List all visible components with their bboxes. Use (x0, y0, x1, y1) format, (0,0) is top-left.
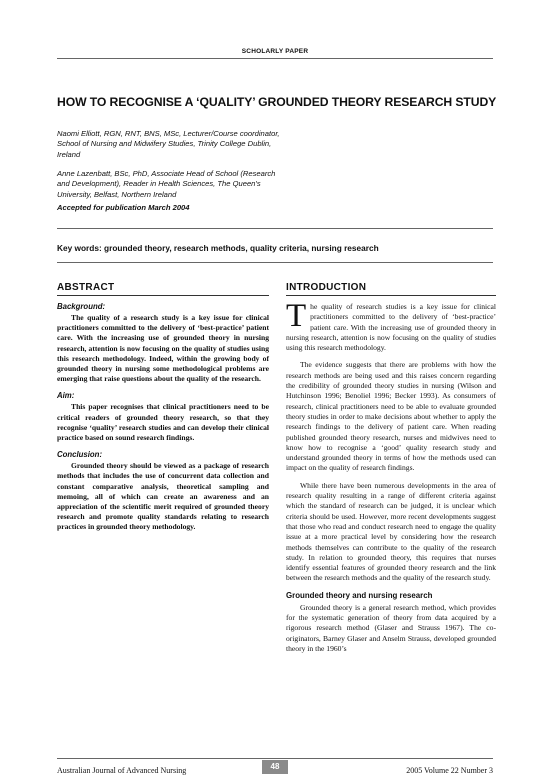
abstract-conclusion-text: Grounded theory should be viewed as a package of research methods that includes the use of concurrent data collection and constant comparative analysis, theoretical sampling and memoing, all of which can create an awareness and an appreciation of the scientific merit required of grounded theory research and promote quality standards relating to research practices in grounded theory methodology. (57, 461, 269, 532)
grounded-theory-subheading: Grounded theory and nursing research (286, 590, 433, 600)
introduction-paragraph-2: The evidence suggests that there are problems with how the research methods are being used and this raises concern regarding the credibility of grounded theory studies in nursing (Wilson and Hutchinson 1996; Benoliel 1996; Becker 1993). As consumers of research, clinical practitioners need to be able to evaluate grounded theory studies in order to make decisions about whether to apply the research findings to the delivery of patient care. When reading published grounded theory research, nurses and midwives need to know how to recognise a ‘good’ quality research study and understand grounded theory in terms of how the methods used can impact on the quality of research findings. (286, 360, 496, 473)
introduction-heading-rule (286, 295, 496, 296)
abstract-heading: ABSTRACT (57, 282, 115, 293)
introduction-paragraph-3: While there have been numerous developments in the area of research quality resulting in a range of different criteria against which the standard of research can be judged, it is unclear which criteria should be used. However, more recent developments suggest that those who read and conduct research need to engage the quality issue at a more practical level by considering how the research methods themselves can contribute to the quality of the research study. In relation to grounded theory, this requires that nurses identify essential features of grounded theory research and the link between the research methods and the quality of the research study. (286, 480, 496, 583)
abstract-background-text: The quality of a research study is a key issue for clinical practitioners committed to the delivery of ‘best-practice’ patient care. With the increasing use of grounded theory in nursing research, attention is now focusing on the quality of studies using this research methodology. Indeed, within the growing body of grounded theory in nursing some methodological problems are emerging that raise questions about the quality of the research. (57, 313, 269, 384)
abstract-column (57, 282, 269, 533)
page-number: 48 (262, 760, 288, 774)
introduction-paragraph-1-text: he quality of research studies is a key issue for clinical practitioners committed to the delivery of ‘best-practice’ patient care. With the increasing use of grounded theory in nursing research, attention is now focusing on the quality of studies using this research methodology. (286, 302, 496, 353)
abstract-conclusion-label: Conclusion: (57, 450, 103, 460)
author-2: Anne Lazenbatt, BSc, PhD, Associate Head of School (Research and Development), Reader in Health Sciences, The Queen's University, Belfast, Northern Ireland (57, 169, 276, 199)
paper-title: HOW TO RECOGNISE A ‘QUALITY’ GROUNDED THEORY RESEARCH STUDY (57, 95, 497, 109)
keywords: Key words: grounded theory, research methods, quality criteria, nursing research (57, 243, 379, 253)
issue-info: 2005 Volume 22 Number 3 (406, 766, 493, 775)
abstract-heading-rule (57, 295, 269, 296)
author-1: Naomi Elliott, RGN, RNT, BNS, MSc, Lecturer/Course coordinator, School of Nursing and Midwifery Studies, Trinity College Dublin, Ireland (57, 129, 280, 159)
abstract-aim-text: This paper recognises that clinical practitioners need to be critical readers of grounded theory research, so that they recognise ‘quality’ research studies and can develop their clinical practice based on sound research findings. (57, 402, 269, 443)
accepted-date: Accepted for publication March 2004 (57, 203, 190, 212)
abstract-aim-label: Aim: (57, 391, 75, 401)
introduction-column (286, 282, 496, 661)
journal-name: Australian Journal of Advanced Nursing (57, 766, 187, 775)
drop-cap: T (286, 298, 307, 334)
section-label: SCHOLARLY PAPER (241, 48, 309, 55)
keywords-top-rule (57, 228, 493, 229)
introduction-paragraph-1 (286, 298, 496, 353)
abstract-background-label: Background: (57, 302, 106, 311)
introduction-heading: INTRODUCTION (286, 282, 367, 293)
footer-rule (57, 758, 493, 759)
keywords-bottom-rule (57, 262, 493, 263)
header-rule (57, 58, 493, 59)
grounded-theory-paragraph: Grounded theory is a general research method, which provides for the systematic generation of theory from data acquired by a rigorous research method (Glaser and Strauss 1967). The co-originators, Barney Glaser and Anselm Strauss, developed grounded theory in the 1960’s (286, 602, 496, 653)
